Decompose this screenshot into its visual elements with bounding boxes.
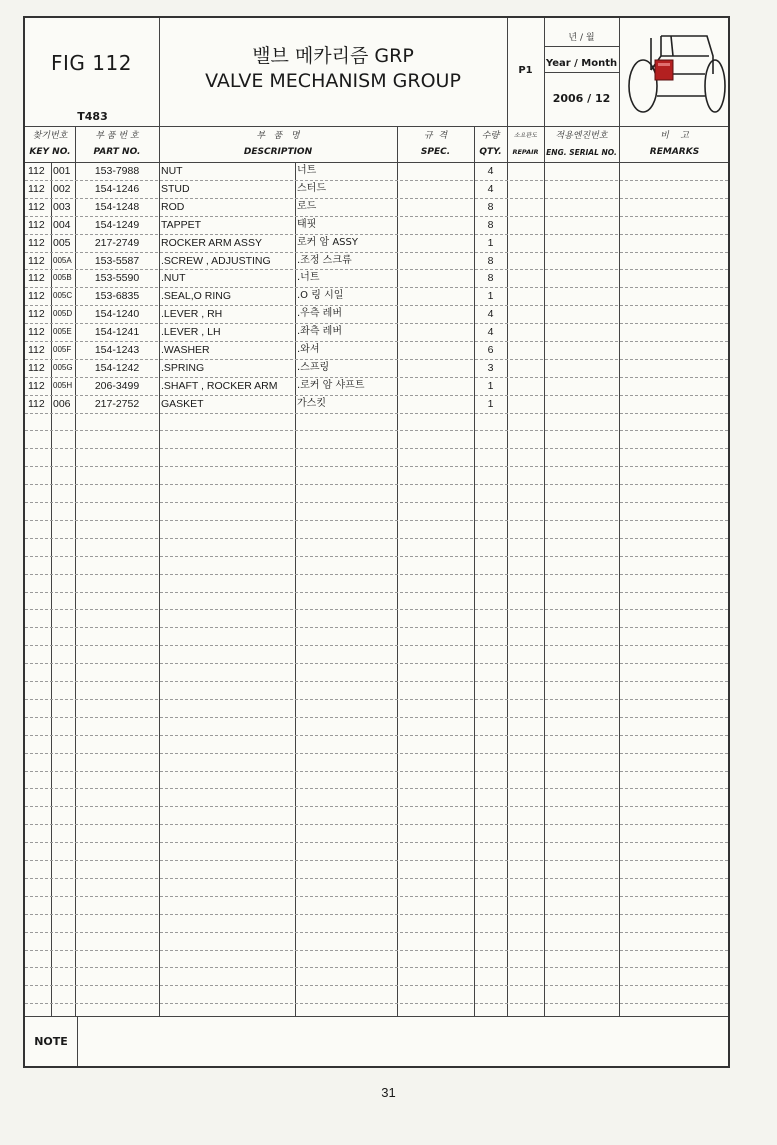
cell-fig: 112 xyxy=(28,326,45,339)
date-value: 2006 / 12 xyxy=(552,91,611,105)
grid-line xyxy=(25,645,728,646)
grid-line xyxy=(544,46,619,47)
grid-line xyxy=(295,162,296,1016)
grid-line xyxy=(25,377,728,378)
col-serial-kr: 적용엔진번호 xyxy=(555,130,608,141)
cell-desc_kr: 스터드 xyxy=(297,182,326,194)
grid-line xyxy=(25,914,728,915)
cell-desc_kr: .스프링 xyxy=(297,361,330,373)
grid-line xyxy=(25,753,728,754)
cell-part: 154-1246 xyxy=(94,182,140,195)
cell-qty: 4 xyxy=(487,308,494,321)
cell-fig: 112 xyxy=(28,182,45,195)
grid-line xyxy=(25,860,728,861)
cell-qty: 4 xyxy=(487,165,494,177)
cell-desc_kr: 가스킷 xyxy=(297,397,326,409)
cell-part: 217-2749 xyxy=(94,236,140,249)
grid-line xyxy=(544,18,545,1016)
cell-desc_kr: 로드 xyxy=(297,200,317,212)
cell-part: 154-1249 xyxy=(94,218,140,231)
col-desc-kr: 부 품 명 xyxy=(256,130,300,141)
grid-line xyxy=(25,484,728,485)
col-remarks-en: REMARKS xyxy=(649,147,700,157)
cell-qty: 8 xyxy=(487,254,494,267)
grid-line xyxy=(25,413,728,414)
cell-desc_kr: .조정 스크류 xyxy=(297,254,352,266)
cell-fig: 112 xyxy=(28,379,45,392)
cell-desc_en: GASKET xyxy=(161,397,204,410)
cell-qty: 1 xyxy=(487,397,494,410)
cell-qty: 1 xyxy=(487,379,494,392)
date-label-english: Year / Month xyxy=(545,57,618,69)
cell-key: 005A xyxy=(53,255,72,265)
grid-line xyxy=(25,950,728,951)
cell-part: 153-5587 xyxy=(94,254,140,267)
cell-fig: 112 xyxy=(28,218,45,231)
cell-part: 154-1248 xyxy=(94,200,140,213)
grid-line xyxy=(25,878,728,879)
cell-desc_en: .SCREW , ADJUSTING xyxy=(161,254,271,267)
grid-line xyxy=(25,771,728,772)
cell-fig: 112 xyxy=(28,344,45,356)
col-key-en: KEY NO. xyxy=(29,147,71,157)
grid-line xyxy=(25,323,728,324)
grid-line xyxy=(75,126,76,1016)
cell-fig: 112 xyxy=(28,361,45,374)
grid-line xyxy=(474,126,475,1016)
grid-line xyxy=(25,824,728,825)
grid-line xyxy=(25,627,728,628)
cell-fig: 112 xyxy=(28,290,45,303)
col-part-en: PART NO. xyxy=(93,147,141,157)
grid-line xyxy=(25,198,728,199)
cell-key: 005G xyxy=(53,362,73,372)
col-repair-en: REPAIR xyxy=(512,148,539,156)
cell-part: 154-1242 xyxy=(94,361,140,374)
col-remarks-kr: 비 고 xyxy=(660,130,689,141)
grid-line xyxy=(25,538,728,539)
grid-line xyxy=(25,663,728,664)
grid-line xyxy=(25,699,728,700)
cell-desc_kr: .와셔 xyxy=(297,344,320,355)
grid-line xyxy=(77,1016,78,1066)
grid-line xyxy=(25,574,728,575)
cell-desc_kr: 로커 암 ASSY xyxy=(297,236,358,248)
grid-line xyxy=(25,735,728,736)
cell-desc_en: .LEVER , LH xyxy=(161,326,221,339)
grid-line xyxy=(25,681,728,682)
cell-desc_kr: .너트 xyxy=(297,272,320,284)
grid-line xyxy=(25,126,728,127)
cell-key: 005E xyxy=(53,327,72,337)
grid-line xyxy=(25,341,728,342)
cell-key: 002 xyxy=(53,182,71,195)
grid-line xyxy=(25,502,728,503)
cell-desc_en: ROCKER ARM ASSY xyxy=(161,236,262,249)
parts-catalog-sheet xyxy=(23,16,730,1068)
grid-line xyxy=(25,717,728,718)
cell-desc_en: NUT xyxy=(161,165,183,177)
grid-line xyxy=(25,985,728,986)
grid-line xyxy=(25,216,728,217)
cell-desc_kr: .로커 암 샤프트 xyxy=(297,379,365,391)
grid-line xyxy=(25,806,728,807)
cell-key: 006 xyxy=(53,397,71,410)
cell-fig: 112 xyxy=(28,397,45,410)
fig-number: FIG 112 xyxy=(51,51,132,75)
cell-qty: 4 xyxy=(487,326,494,339)
grid-line xyxy=(25,592,728,593)
grid-line xyxy=(507,18,508,1016)
col-spec-kr: 규 격 xyxy=(423,130,448,141)
cell-desc_kr: .O 링 시일 xyxy=(297,290,344,302)
grid-line xyxy=(25,520,728,521)
cell-desc_en: .LEVER , RH xyxy=(161,308,223,321)
cell-key: 005F xyxy=(53,345,72,354)
grid-line xyxy=(25,556,728,557)
cell-part: 217-2752 xyxy=(94,397,140,410)
cell-key: 003 xyxy=(53,200,71,213)
cell-part: 154-1241 xyxy=(94,326,140,339)
cell-desc_en: .SPRING xyxy=(161,361,205,374)
cell-key: 005B xyxy=(53,273,72,283)
cell-fig: 112 xyxy=(28,308,45,321)
grid-line xyxy=(25,967,728,968)
grid-line xyxy=(544,72,619,73)
cell-part: 154-1240 xyxy=(94,308,140,321)
parts-table xyxy=(25,18,728,1066)
grid-line xyxy=(25,896,728,897)
note-label: NOTE xyxy=(34,1034,68,1048)
col-key-kr: 찾기번호 xyxy=(32,130,68,141)
title-korean: 밸브 메카리즘 GRP xyxy=(252,45,414,67)
cell-part: 154-1243 xyxy=(94,344,140,356)
col-part-kr: 부 품 번 호 xyxy=(95,130,139,141)
cell-desc_en: .SHAFT , ROCKER ARM xyxy=(161,379,278,392)
grid-line xyxy=(25,287,728,288)
grid-line xyxy=(25,269,728,270)
cell-key: 005 xyxy=(53,236,71,249)
grid-line xyxy=(25,842,728,843)
grid-line xyxy=(25,252,728,253)
cell-desc_en: .NUT xyxy=(161,272,186,285)
grid-line xyxy=(25,466,728,467)
grid-line xyxy=(25,395,728,396)
grid-line xyxy=(25,788,728,789)
cell-fig: 112 xyxy=(28,254,45,267)
grid-line xyxy=(25,448,728,449)
grid-line xyxy=(25,234,728,235)
cell-fig: 112 xyxy=(28,165,45,177)
col-serial-en: ENG. SERIAL NO. xyxy=(546,147,617,157)
grid-line xyxy=(25,162,728,163)
grid-line xyxy=(25,1016,728,1017)
model-code: T483 xyxy=(77,109,108,123)
cell-part: 153-7988 xyxy=(94,165,140,177)
col-spec-en: SPEC. xyxy=(420,147,451,157)
col-qty-kr: 수량 xyxy=(481,130,500,141)
grid-line xyxy=(25,932,728,933)
grid-line xyxy=(25,180,728,181)
cell-desc_kr: 너트 xyxy=(297,165,317,176)
cell-qty: 6 xyxy=(487,344,494,356)
cell-part: 206-3499 xyxy=(94,379,140,392)
grid-line xyxy=(25,359,728,360)
col-repair-kr: 소요판도 xyxy=(513,131,538,139)
grid-line xyxy=(25,305,728,306)
cell-key: 005D xyxy=(53,309,73,319)
cell-qty: 1 xyxy=(487,290,494,303)
title-english: VALVE MECHANISM GROUP xyxy=(205,70,461,92)
cell-desc_kr: .우측 레버 xyxy=(297,308,342,320)
cell-part: 153-6835 xyxy=(94,290,140,303)
cell-qty: 3 xyxy=(487,361,494,374)
col-desc-en: DESCRIPTION xyxy=(243,147,313,157)
cell-desc_en: ROD xyxy=(161,200,185,213)
cell-qty: 1 xyxy=(487,236,494,249)
date-label-korean: 년 / 월 xyxy=(568,32,595,43)
cell-qty: 8 xyxy=(487,200,494,213)
cell-key: 004 xyxy=(53,218,71,231)
cell-desc_en: .SEAL,O RING xyxy=(161,290,232,303)
cell-desc_kr: .좌측 레버 xyxy=(297,326,342,338)
grid-line xyxy=(397,126,398,1016)
page-code: P1 xyxy=(518,64,533,76)
cell-fig: 112 xyxy=(28,272,45,285)
page-number: 31 xyxy=(381,1085,396,1100)
cell-qty: 8 xyxy=(487,218,494,231)
cell-key: 001 xyxy=(53,165,71,177)
cell-desc_en: STUD xyxy=(161,182,190,195)
grid-line xyxy=(159,126,160,1016)
note-area xyxy=(77,1016,728,1066)
col-qty-en: QTY. xyxy=(479,147,502,157)
grid-line xyxy=(619,18,620,1016)
grid-line xyxy=(25,1003,728,1004)
cell-desc_en: .WASHER xyxy=(161,344,210,356)
cell-fig: 112 xyxy=(28,236,45,249)
cell-qty: 8 xyxy=(487,272,494,285)
cell-qty: 4 xyxy=(487,182,494,195)
cell-desc_kr: 태핏 xyxy=(297,218,317,230)
grid-line xyxy=(51,162,52,1016)
cell-fig: 112 xyxy=(28,200,45,213)
cell-desc_en: TAPPET xyxy=(161,218,202,231)
cell-key: 005H xyxy=(53,380,73,390)
cell-key: 005C xyxy=(53,291,73,301)
cell-part: 153-5590 xyxy=(94,272,140,285)
grid-line xyxy=(25,430,728,431)
grid-line xyxy=(25,609,728,610)
